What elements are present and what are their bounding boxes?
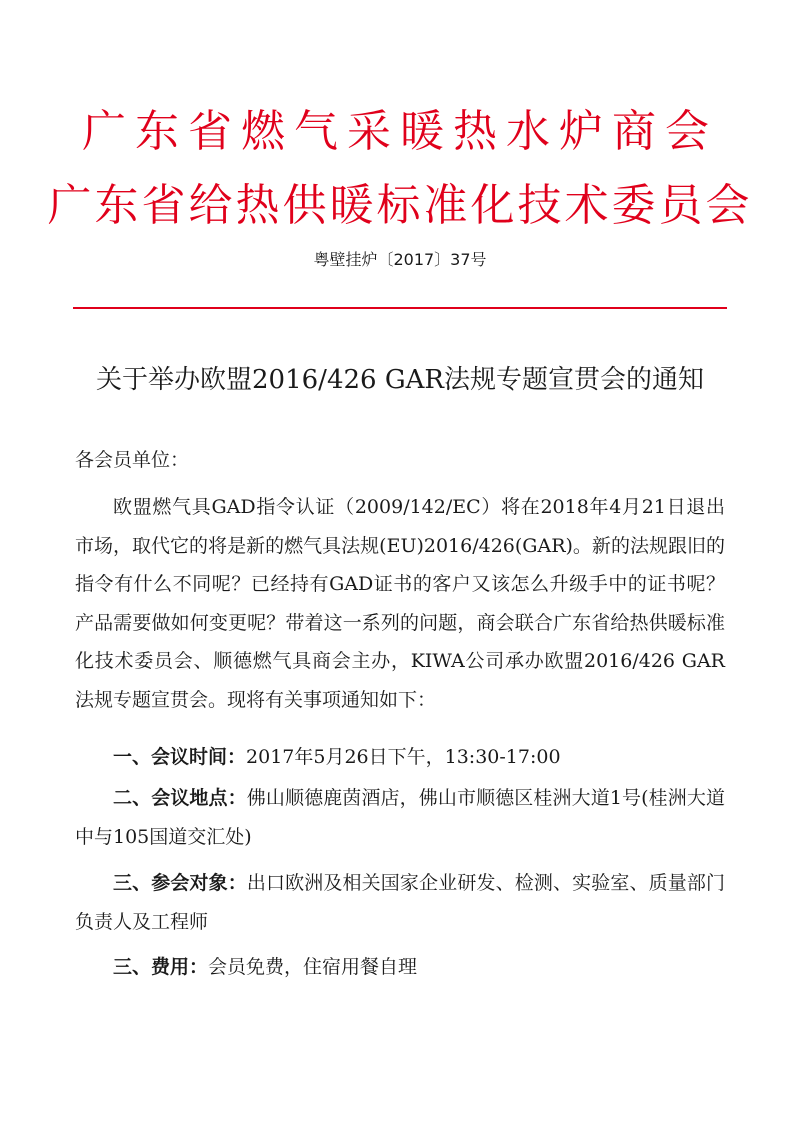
fees-label: 三、费用：: [113, 956, 209, 978]
fees-item: [75, 948, 725, 987]
meeting-location-item: [75, 779, 725, 856]
fees-value: 会员免费，住宿用餐自理: [208, 956, 418, 978]
attendees-value: 出口欧洲及相关国家企业研发、检测、实验室、质量部门负责人及工程师: [75, 872, 725, 933]
attendees-label: 三、参会对象：: [113, 872, 247, 894]
meeting-time-value: 2017年5月26日下午，13:30-17:00: [246, 746, 561, 768]
red-divider-line: [73, 307, 727, 309]
meeting-location-value: 佛山顺德鹿茵酒店，佛山市顺德区桂洲大道1号(桂洲大道中与105国道交汇处): [75, 787, 725, 848]
salutation: 各会员单位：: [75, 449, 190, 471]
meeting-time-item: [75, 738, 725, 777]
issuer-name-line-2: 广东省给热供暖标准化技术委员会: [47, 180, 753, 231]
document-number: 粤壁挂炉〔2017〕37号: [313, 250, 487, 269]
body-paragraph: 欧盟燃气具GAD指令认证（2009/142/EC）将在2018年4月21日退出市场，取代它的将是新的燃气具法规(EU)2016/426(GAR)。新的法规跟旧的指令有什么不同呢？已经持有GAD证书的客户又该怎么升级手中的证书呢？产品需要做如何变更呢？带着这一系列的问题，商会联合广东省给热供暖标准化技术委员会、顺德燃气具商会主办，KIWA公司承办欧盟2016/426 GAR法规专题宣贯会。现将有关事项通知如下：: [75, 496, 725, 711]
issuer-name-line-1: 广东省燃气采暖热水炉商会: [82, 106, 718, 157]
attendees-item: [75, 864, 725, 941]
meeting-time-label: 一、会议时间：: [113, 746, 247, 768]
meeting-location-label: 二、会议地点：: [113, 787, 247, 809]
notice-title: 关于举办欧盟2016/426 GAR法规专题宣贯会的通知: [96, 365, 704, 395]
